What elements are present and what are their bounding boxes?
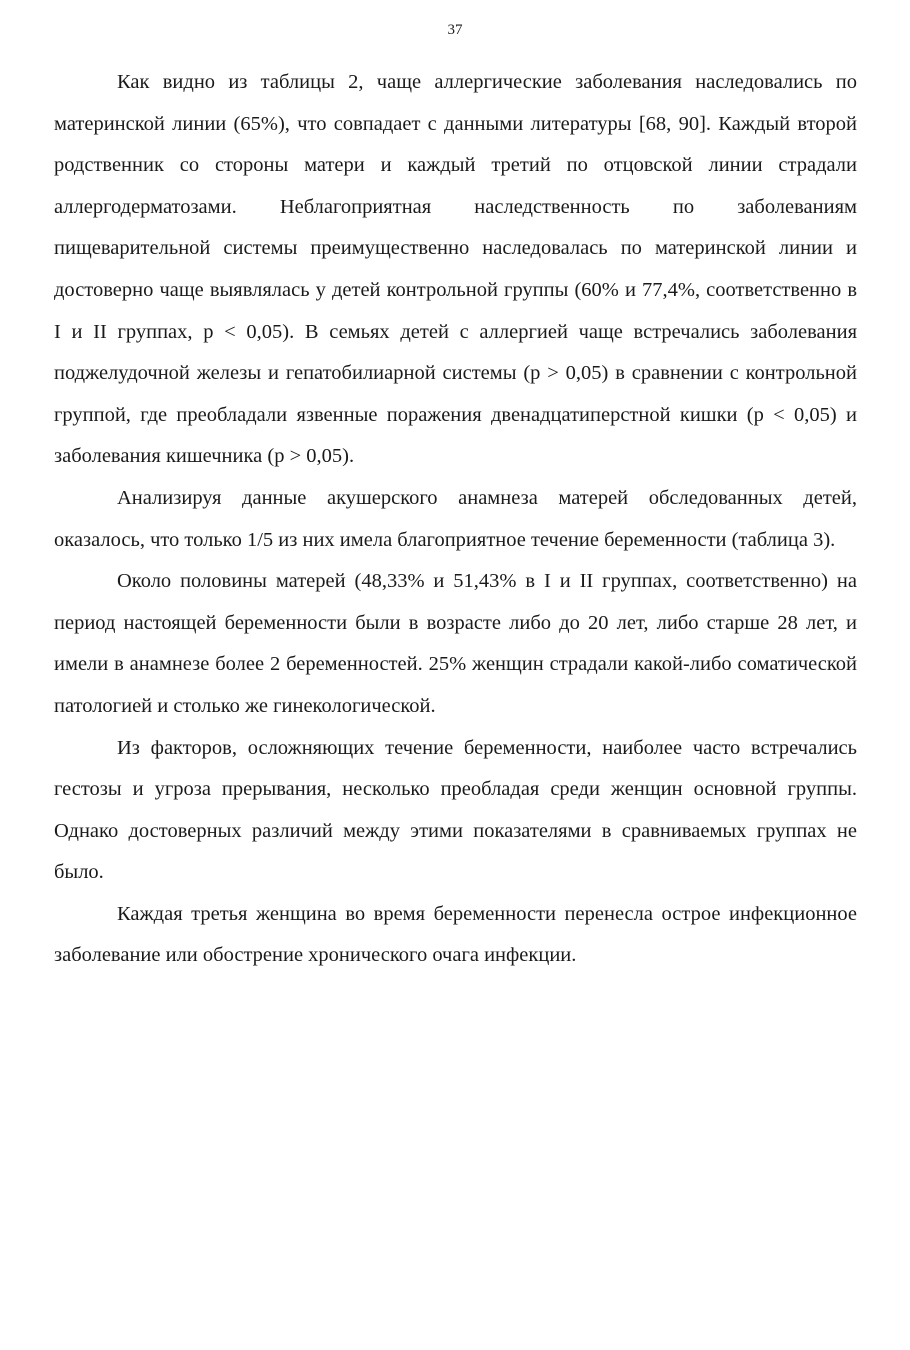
body-text — [54, 62, 857, 977]
paragraph-heredity: Как видно из таблицы 2, чаще аллергические заболевания наследовались по материнской линии (65%), что совпадает с данными литературы [68, 90]. Каждый второй родственник со стороны матери и каждый третий по отцовской линии страдали аллергодерматозами. Неблагоприятная наследственность по заболеваниям пищеварительной системы преимущественно наследовалась по материнской линии и достоверно чаще выявлялась у детей контрольной группы (60% и 77,4%, соответственно в I и II группах, р < 0,05). В семьях детей с аллергией чаще встречались заболевания поджелудочной железы и гепатобилиарной системы (р > 0,05) в сравнении с контрольной группой, где преобладали язвенные поражения двенадцатиперстной кишки (р < 0,05) и заболевания кишечника (р > 0,05). — [54, 71, 857, 468]
paragraph-pregnancy-complications: Из факторов, осложняющих течение беременности, наиболее часто встречались гестозы и угроза прерывания, несколько преобладая среди женщин основной группы. Однако достоверных различий между этими показателями в сравниваемых группах не было. — [54, 736, 857, 884]
paragraph-obstetric-history: Анализируя данные акушерского анамнеза матерей обследованных детей, оказалось, что только 1/5 из них имела благоприятное течение беременности (таблица 3). — [54, 486, 857, 551]
paragraph-infections: Каждая третья женщина во время беременности перенесла острое инфекционное заболевание или обострение хронического очага инфекции. — [54, 902, 857, 967]
paragraph-maternal-age: Около половины матерей (48,33% и 51,43% в I и II группах, соответственно) на период настоящей беременности были в возрасте либо до 20 лет, либо старше 28 лет, и имели в анамнезе более 2 беременностей. 25% женщин страдали какой-либо соматической патологией и столько же гинекологической. — [54, 570, 857, 717]
page-number: 37 — [447, 22, 463, 38]
